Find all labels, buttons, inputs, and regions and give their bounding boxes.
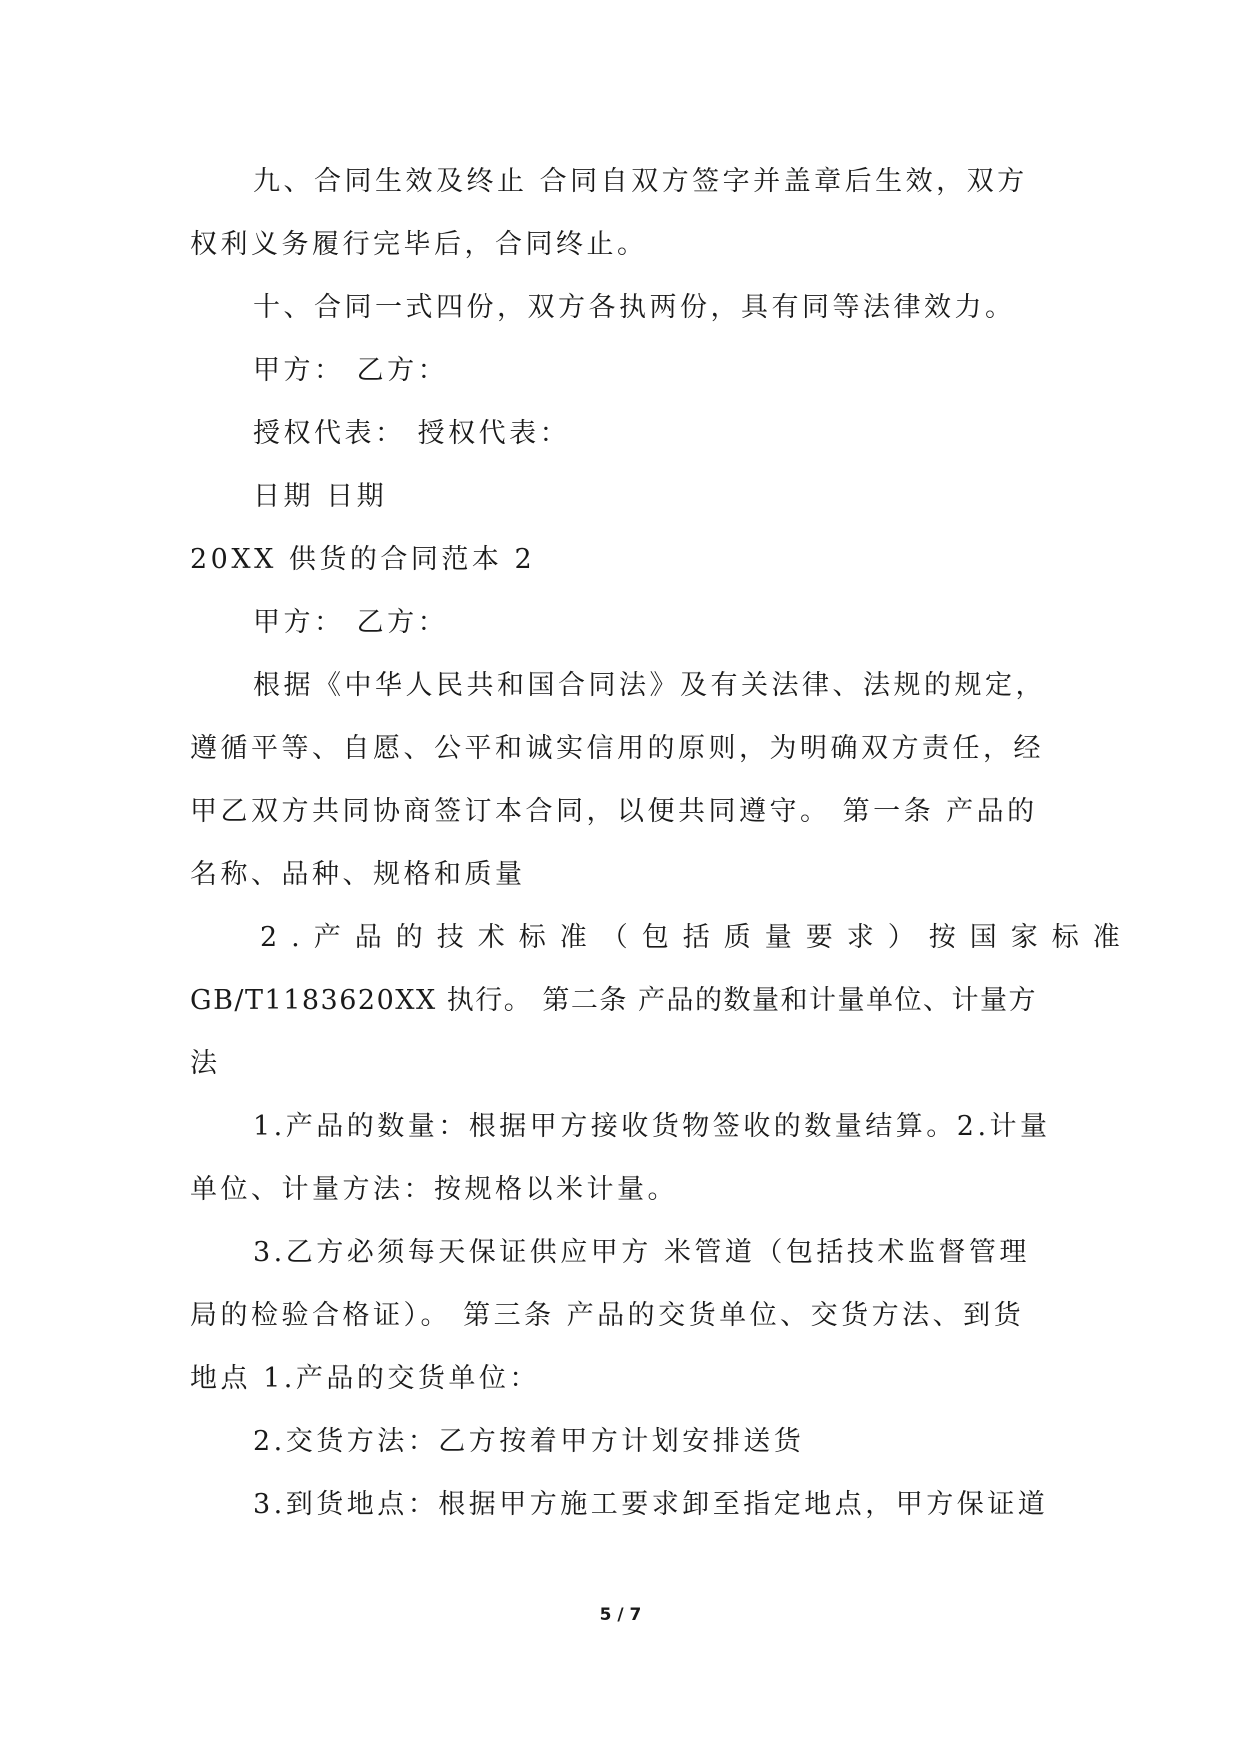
section-title: 20XX 供货的合同范本 2 <box>190 544 536 575</box>
paragraph-line: 3.到货地点：根据甲方施工要求卸至指定地点，甲方保证道 <box>253 1489 1049 1520</box>
document-body <box>190 150 1134 1536</box>
representative-line: 授权代表： 授权代表： <box>253 418 571 449</box>
paragraph-line: 局的检验合格证）。 第三条 产品的交货单位、交货方法、到货 <box>190 1300 1025 1331</box>
page-number: 5 / 7 <box>599 1605 642 1625</box>
paragraph-line: 十、合同一式四份，双方各执两份，具有同等法律效力。 <box>253 292 1016 323</box>
paragraph-line: 根据《中华人民共和国合同法》及有关法律、法规的规定， <box>253 670 1046 701</box>
paragraph-line: 地点 1.产品的交货单位： <box>190 1363 540 1394</box>
paragraph-line: 九、合同生效及终止 合同自双方签字并盖章后生效，双方 <box>253 166 1028 197</box>
paragraph-line: 2.交货方法：乙方按着甲方计划安排送货 <box>253 1426 805 1457</box>
paragraph-line: 1.产品的数量：根据甲方接收货物签收的数量结算。2.计量 <box>253 1111 1051 1142</box>
paragraph-line: 3.乙方必须每天保证供应甲方 米管道（包括技术监督管理 <box>253 1237 1030 1268</box>
paragraph-line: 名称、品种、规格和质量 <box>190 859 526 890</box>
paragraph-line: 单位、计量方法：按规格以米计量。 <box>190 1174 678 1205</box>
paragraph-line: 甲乙双方共同协商签订本合同，以便共同遵守。 第一条 产品的 <box>190 796 1038 827</box>
paragraph-line: 法 <box>190 1048 221 1079</box>
party-line: 甲方： 乙方： <box>253 355 449 386</box>
date-line: 日期 日期 <box>253 481 388 512</box>
party-line: 甲方： 乙方： <box>253 607 449 638</box>
paragraph-line: 权利义务履行完毕后，合同终止。 <box>190 229 648 260</box>
paragraph-line: 遵循平等、自愿、公平和诚实信用的原则，为明确双方责任，经 <box>190 733 1044 764</box>
paragraph-line: GB/T1183620XX 执行。 第二条 产品的数量和计量单位、计量方 <box>190 985 1037 1016</box>
paragraph-line: 2.产品的技术标准（包括质量要求）按国家标准 <box>260 922 1134 953</box>
